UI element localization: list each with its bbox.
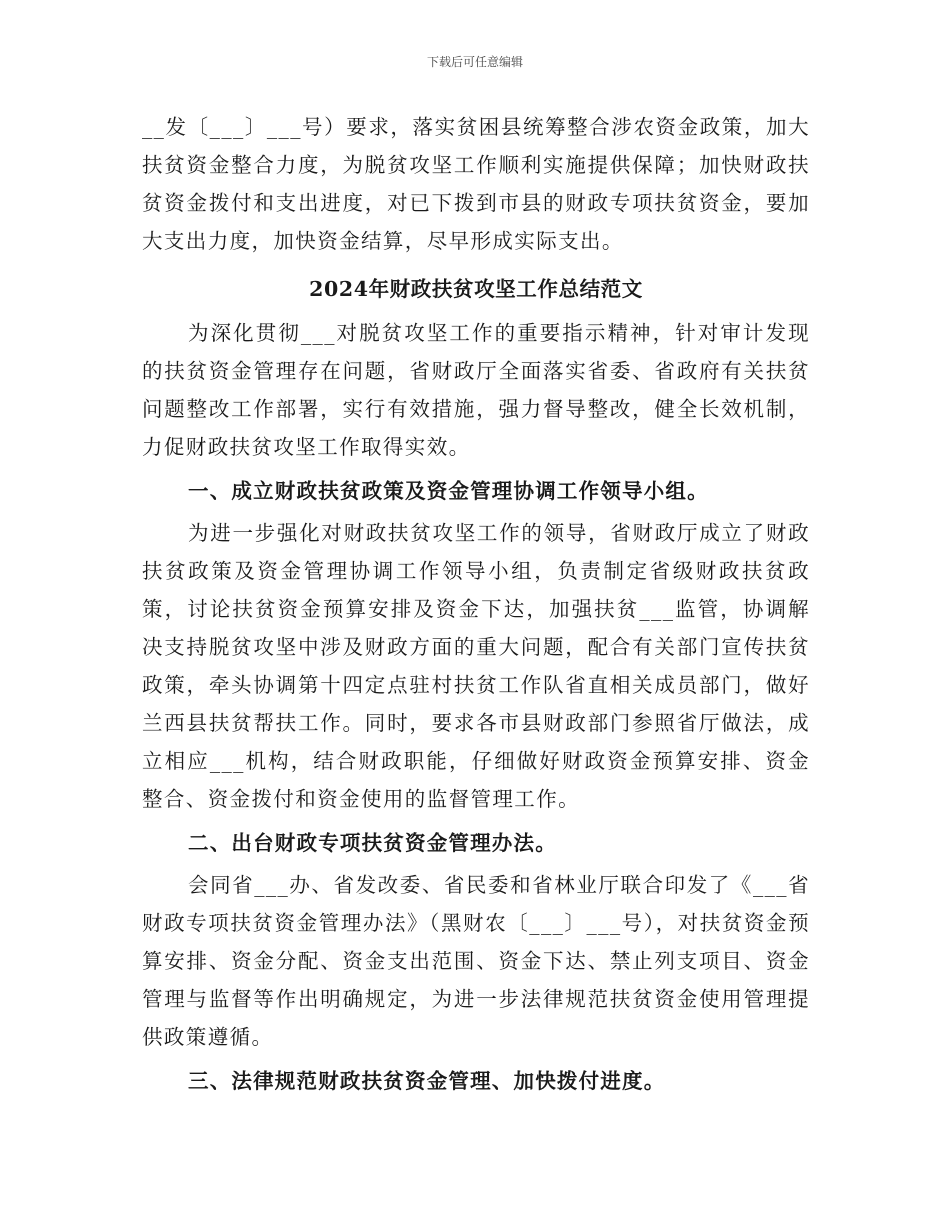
intro-paragraph: __发〔___〕___号）要求，落实贫困县统筹整合涉农资金政策，加大扶贫资金整合力度，为脱贫攻坚工作顺利实施提供保障；加快财政扶贫资金拨付和支出进度，对已下拨到市县的财政专项扶贫资金，要加大支出力度，加快资金结算，尽早形成实际支出。 (142, 115, 810, 253)
paragraph-2: 为进一步强化对财政扶贫攻坚工作的领导，省财政厅成立了财政扶贫政策及资金管理协调工作领导小组，负责制定省级财政扶贫政策，讨论扶贫资金预算安排及资金下达，加强扶贫___监管，协调解决支持脱贫攻坚中涉及财政方面的重大问题，配合有关部门宣传扶贫政策，牵头协调第十四定点驻村扶贫工作队省直相关成员部门，做好兰西县扶贫帮扶工作。同时，要求各市县财政部门参照省厅做法，成立相应___机构，结合财政职能，仔细做好财政资金预算安排、资金整合、资金拨付和资金使用的监督管理工作。 (142, 521, 810, 811)
page-header: 下载后可任意编辑 (426, 55, 523, 69)
section-heading-3: 三、法律规范财政扶贫资金管理、加快拨付进度。 (188, 1069, 666, 1093)
document-body (142, 108, 810, 1104)
section-heading-2: 二、出台财政专项扶贫资金管理办法。 (188, 831, 557, 855)
document-title: 2024年财政扶贫攻坚工作总结范文 (309, 277, 643, 301)
section-heading-1: 一、成立财政扶贫政策及资金管理协调工作领导小组。 (188, 479, 709, 503)
paragraph-1: 为深化贯彻___对脱贫攻坚工作的重要指示精神，针对审计发现的扶贫资金管理存在问题，省财政厅全面落实省委、省政府有关扶贫问题整改工作部署，实行有效措施，强力督导整改，健全长效机制，力促财政扶贫攻坚工作取得实效。 (142, 321, 810, 459)
paragraph-3: 会同省___办、省发改委、省民委和省林业厅联合印发了《___省财政专项扶贫资金管理办法》（黑财农〔___〕___号），对扶贫资金预算安排、资金分配、资金支出范围、资金下达、禁止列支项目、资金管理与监督等作出明确规定，为进一步法律规范扶贫资金使用管理提供政策遵循。 (142, 873, 810, 1049)
